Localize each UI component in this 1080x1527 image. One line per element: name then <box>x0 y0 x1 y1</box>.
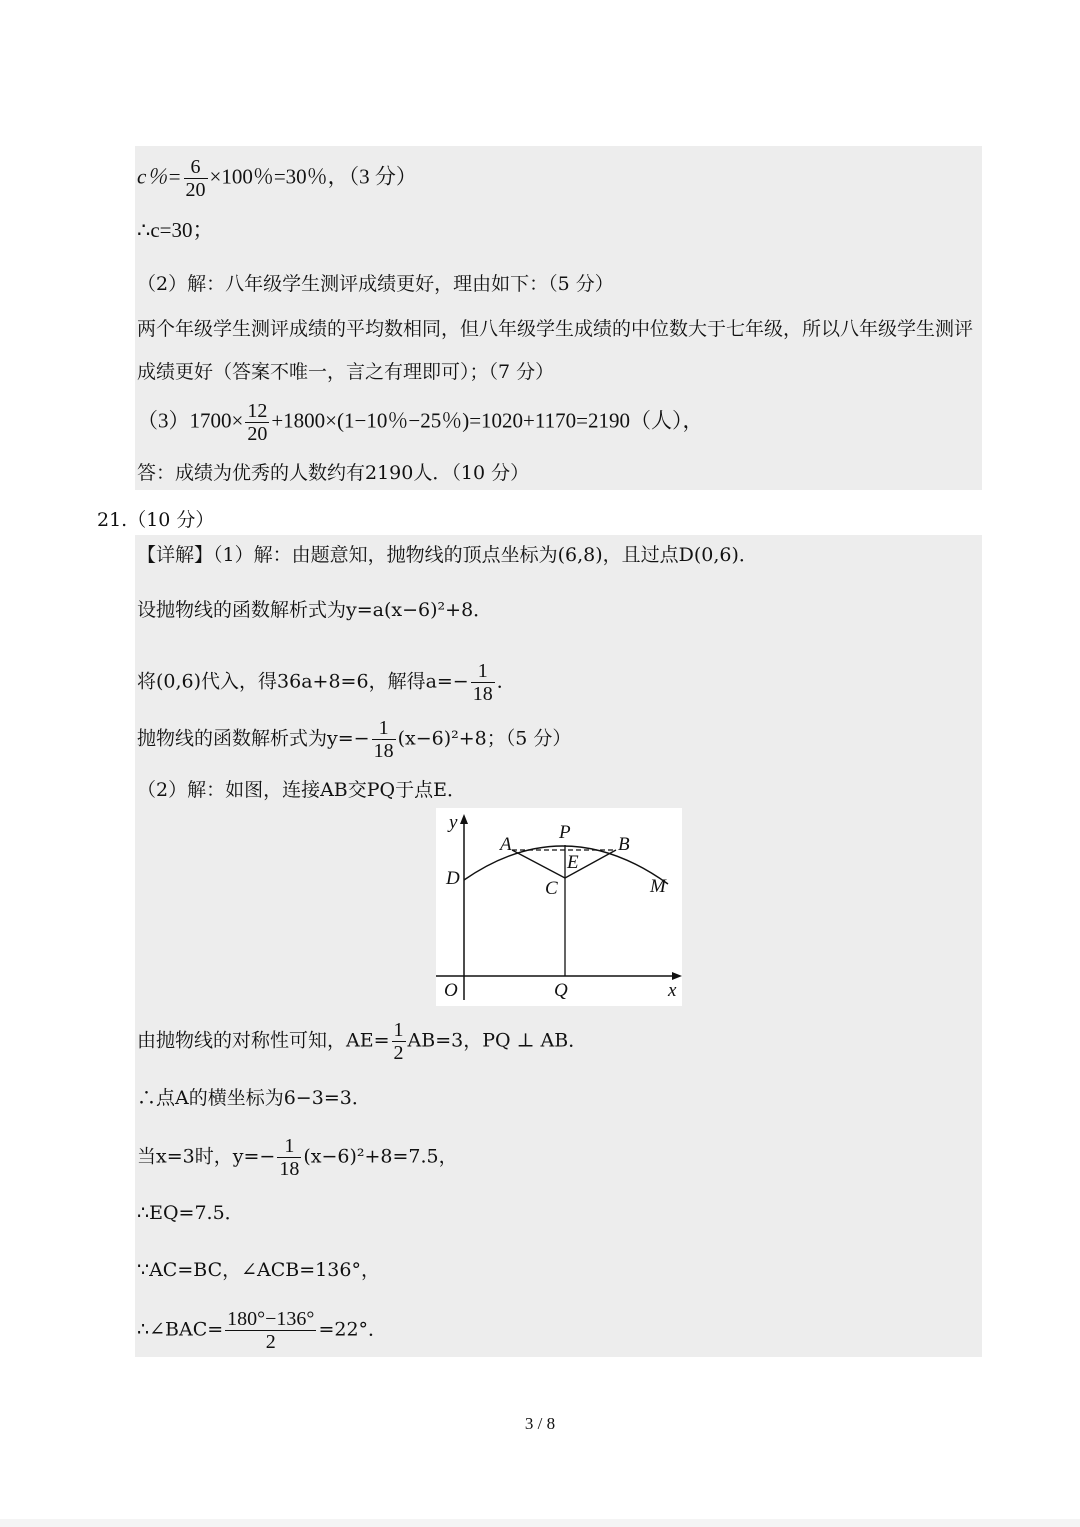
formula-suffix: +1800×(1−10％−25％)=1020+1170=2190（人）， <box>271 408 704 433</box>
label-p: P <box>559 822 571 843</box>
line-c-percent <box>137 156 417 201</box>
numerator: 1 <box>393 1019 404 1041</box>
fraction <box>245 400 269 445</box>
formula-prefix: 由抛物线的对称性可知，AE= <box>137 1029 390 1052</box>
line-angle-bac <box>137 1308 387 1353</box>
formula-suffix: AB=3，PQ ⊥ AB． <box>407 1029 588 1052</box>
label-d: D <box>446 868 460 889</box>
bottom-margin-strip <box>0 1519 1080 1527</box>
line-detail-intro: 【详解】（1）解：由题意知，抛物线的顶点坐标为(6,8)，且过点D(0,6)． <box>137 544 758 566</box>
denominator: 20 <box>185 179 206 201</box>
formula-suffix: ×100％=30％，（3 分） <box>209 164 417 189</box>
page-number: 3 / 8 <box>524 1414 556 1433</box>
parabola-figure <box>436 808 682 1006</box>
line-function-result <box>137 717 571 762</box>
denominator: 2 <box>225 1330 316 1353</box>
line-part2-head: （2）解：八年级学生测评成绩更好，理由如下：（5 分） <box>137 273 614 295</box>
formula-prefix: 抛物线的函数解析式为y=− <box>137 727 370 750</box>
label-q: Q <box>554 980 568 1001</box>
parabola-curve <box>464 846 668 884</box>
numerator: 12 <box>247 400 268 422</box>
line-part2-reason-cont: 成绩更好（答案不唯一，言之有理即可）；（7 分） <box>137 361 555 383</box>
denominator: 2 <box>393 1042 404 1064</box>
ac-segment <box>512 850 565 878</box>
numerator: 6 <box>190 156 201 178</box>
formula-suffix: ． <box>496 670 516 693</box>
numerator: 1 <box>378 717 389 739</box>
formula-suffix: (x−6)²+8=7.5， <box>303 1145 458 1168</box>
numerator: 180°−136° <box>227 1308 315 1330</box>
numerator: 1 <box>284 1135 295 1157</box>
y-axis-arrow <box>460 814 468 824</box>
denominator: 20 <box>247 423 268 445</box>
fraction <box>471 660 495 705</box>
formula-prefix: 将(0,6)代入，得36a+8=6，解得a=− <box>137 670 469 693</box>
denominator: 18 <box>472 683 493 705</box>
label-e: E <box>567 852 579 873</box>
numerator: 1 <box>477 660 488 682</box>
figure-svg <box>436 808 682 1006</box>
line-symmetry <box>137 1019 587 1064</box>
fraction <box>277 1135 301 1180</box>
line-x-equals-3 <box>137 1135 458 1180</box>
line-a-abscissa: ∴点A的横坐标为6−3=3． <box>137 1087 371 1109</box>
fraction <box>225 1308 316 1353</box>
label-y: y <box>449 812 458 833</box>
line-part2-reason: 两个年级学生测评成绩的平均数相同，但八年级学生成绩的中位数大于七年级，所以八年级学生测评 <box>137 318 974 340</box>
line-c-value: ∴c=30； <box>137 218 214 242</box>
fraction <box>184 156 208 201</box>
label-m: M <box>650 876 666 897</box>
denominator: 18 <box>279 1158 300 1180</box>
line-substitute <box>137 660 516 705</box>
line-ac-bc: ∵AC=BC，∠ACB=136°， <box>137 1259 380 1281</box>
formula-prefix: （3）1700× <box>137 408 244 433</box>
denominator: 18 <box>373 740 394 762</box>
formula-prefix: c％= <box>137 164 182 189</box>
line-set-function: 设抛物线的函数解析式为y=a(x−6)²+8． <box>137 599 493 621</box>
line-part3-calc <box>137 400 703 445</box>
formula-prefix: 当x=3时，y=− <box>137 1145 276 1168</box>
x-axis-arrow <box>672 972 682 980</box>
formula-prefix: ∴∠BAC= <box>137 1318 224 1341</box>
label-o: O <box>444 980 458 1001</box>
fraction <box>372 717 396 762</box>
label-x: x <box>668 980 677 1001</box>
fraction <box>392 1019 406 1064</box>
question-number: 21.（10 分） <box>97 509 215 531</box>
line-part2-connect: （2）解：如图，连接AB交PQ于点E． <box>137 779 467 801</box>
label-a: A <box>500 834 512 855</box>
label-c: C <box>545 878 558 899</box>
line-eq-value: ∴EQ=7.5． <box>137 1202 244 1224</box>
formula-suffix: =22°． <box>318 1318 388 1341</box>
line-part3-answer: 答：成绩为优秀的人数约有2190人．（10 分） <box>137 462 530 484</box>
formula-suffix: (x−6)²+8；（5 分） <box>397 727 572 750</box>
label-b: B <box>618 834 630 855</box>
